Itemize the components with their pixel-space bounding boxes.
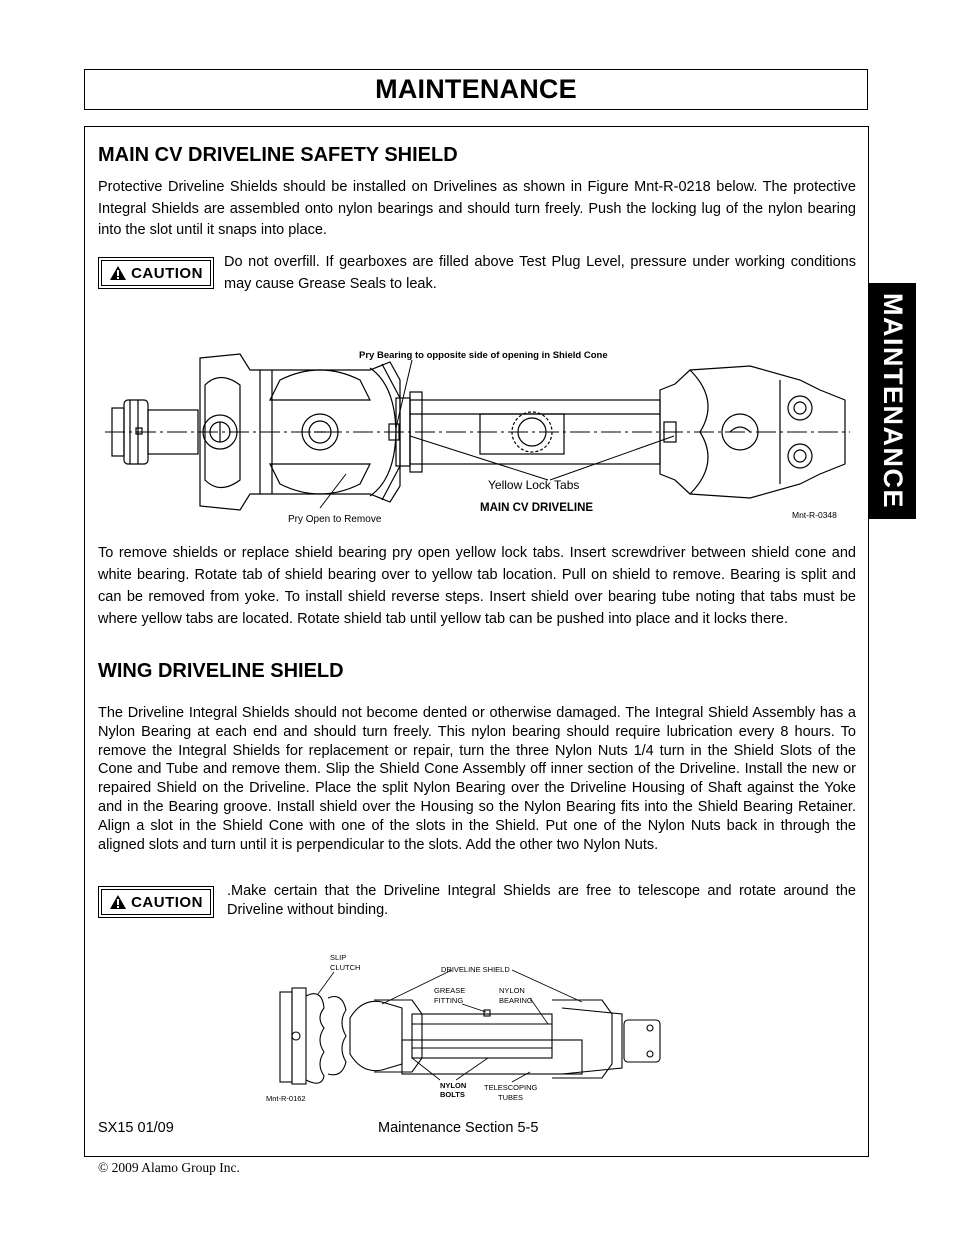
nylon-label: NYLON <box>499 986 525 995</box>
bearing-label: BEARING <box>499 996 533 1005</box>
caution-label-2 <box>98 886 214 918</box>
section-title-wing-driveline: WING DRIVELINE SHIELD <box>98 660 344 682</box>
main-cv-intro-paragraph: Protective Driveline Shields should be installed on Drivelines as shown in Figure Mnt-R-0218 below. The protective Integral Shields are assembled onto nylon bearings and should turn freely. Push the locking lug of the nylon bearing into the slot until it snaps into place. <box>98 179 856 238</box>
main-cv-driveline-figure <box>100 340 856 530</box>
fitting-label: FITTING <box>434 996 464 1005</box>
footer-section: Maintenance Section 5-5 <box>378 1120 539 1136</box>
wing-driveline-body-paragraph: The Driveline Integral Shields should not become dented or otherwise damaged. The Integral Shield Assembly has a Nylon Bearing at each end and should turn freely. This nylon bearing should require lubrication every 8 hours. To remove the Integral Shields for replacement or repair, turn the three Nylon Nuts 1/4 turn in the Shield Slots of the Cone and Tube and remove them. Slip the Shield Cone Assembly off inner section of the Driveline. Install the new or repaired Shield on the Driveline. Place the split Nylon Bearing over the Driveline Housing of Shaft against the Yoke and in the Bearing groove. Install shield over the Housing so the Nylon Bearing fits into the Shield Bearing Retainer. Align a slot in the Shield Cone with one of the slots in the Shield. Put one of the Nylon Nuts back in through the aligned slots and turn until it is perpendicular to the slots. Add the other two Nylon Nuts. <box>98 705 856 853</box>
figure-id-1: Mnt-R-0348 <box>792 510 837 520</box>
copyright: © 2009 Alamo Group Inc. <box>98 1160 240 1175</box>
section-side-tab <box>869 283 916 519</box>
clutch-label: CLUTCH <box>330 963 361 972</box>
pry-open-label: Pry Open to Remove <box>288 514 382 525</box>
caution-label-1 <box>98 257 214 289</box>
section-title-main-cv: MAIN CV DRIVELINE SAFETY SHIELD <box>98 144 458 166</box>
footer-model: SX15 01/09 <box>98 1120 174 1136</box>
yellow-tabs-label: Yellow Lock Tabs <box>488 478 580 492</box>
main-cv-body-paragraph: To remove shields or replace shield bearing pry open yellow lock tabs. Insert screwdriver between shield cone and white bearing. Rotate tab of shield bearing over to yellow tab location. Pull on shield to remove. Bearing is split and can be removed from yoke. To install shield reverse steps. Insert shield over bearing tube noting that tabs must be where yellow tabs are located. Rotate shield tab until yellow tab can be pushed into place and it locks there. <box>98 545 856 627</box>
warning-triangle-icon <box>109 894 127 910</box>
page-header <box>84 69 868 110</box>
tubes-label: TUBES <box>498 1093 524 1102</box>
telescoping-label: TELESCOPING <box>484 1083 538 1092</box>
pry-bearing-label: Pry Bearing to opposite side of opening in Shield Cone <box>359 350 608 361</box>
side-tab-label: MAINTENANCE <box>878 293 908 509</box>
nylon-bolts-label: NYLON <box>440 1081 467 1090</box>
caution-word: CAUTION <box>131 264 203 282</box>
grease-label: GREASE <box>434 986 466 995</box>
wing-driveline-figure <box>262 948 672 1106</box>
caution-word: CAUTION <box>131 893 203 911</box>
warning-triangle-icon <box>109 265 127 281</box>
figure-id-2: Mnt-R-0162 <box>266 1094 306 1103</box>
caution-text-2: .Make certain that the Driveline Integral Shields are free to telescope and rotate around the Driveline without binding. <box>227 883 856 918</box>
page-title: MAINTENANCE <box>375 74 577 104</box>
main-cv-caption: MAIN CV DRIVELINE <box>480 502 594 514</box>
driveline-shield-label: DRIVELINE SHIELD <box>441 965 510 974</box>
bolts-label: BOLTS <box>440 1090 465 1099</box>
slip-label: SLIP <box>330 953 347 962</box>
caution-text-1: Do not overfill. If gearboxes are filled above Test Plug Level, pressure under working conditions may cause Grease Seals to leak. <box>224 254 856 292</box>
